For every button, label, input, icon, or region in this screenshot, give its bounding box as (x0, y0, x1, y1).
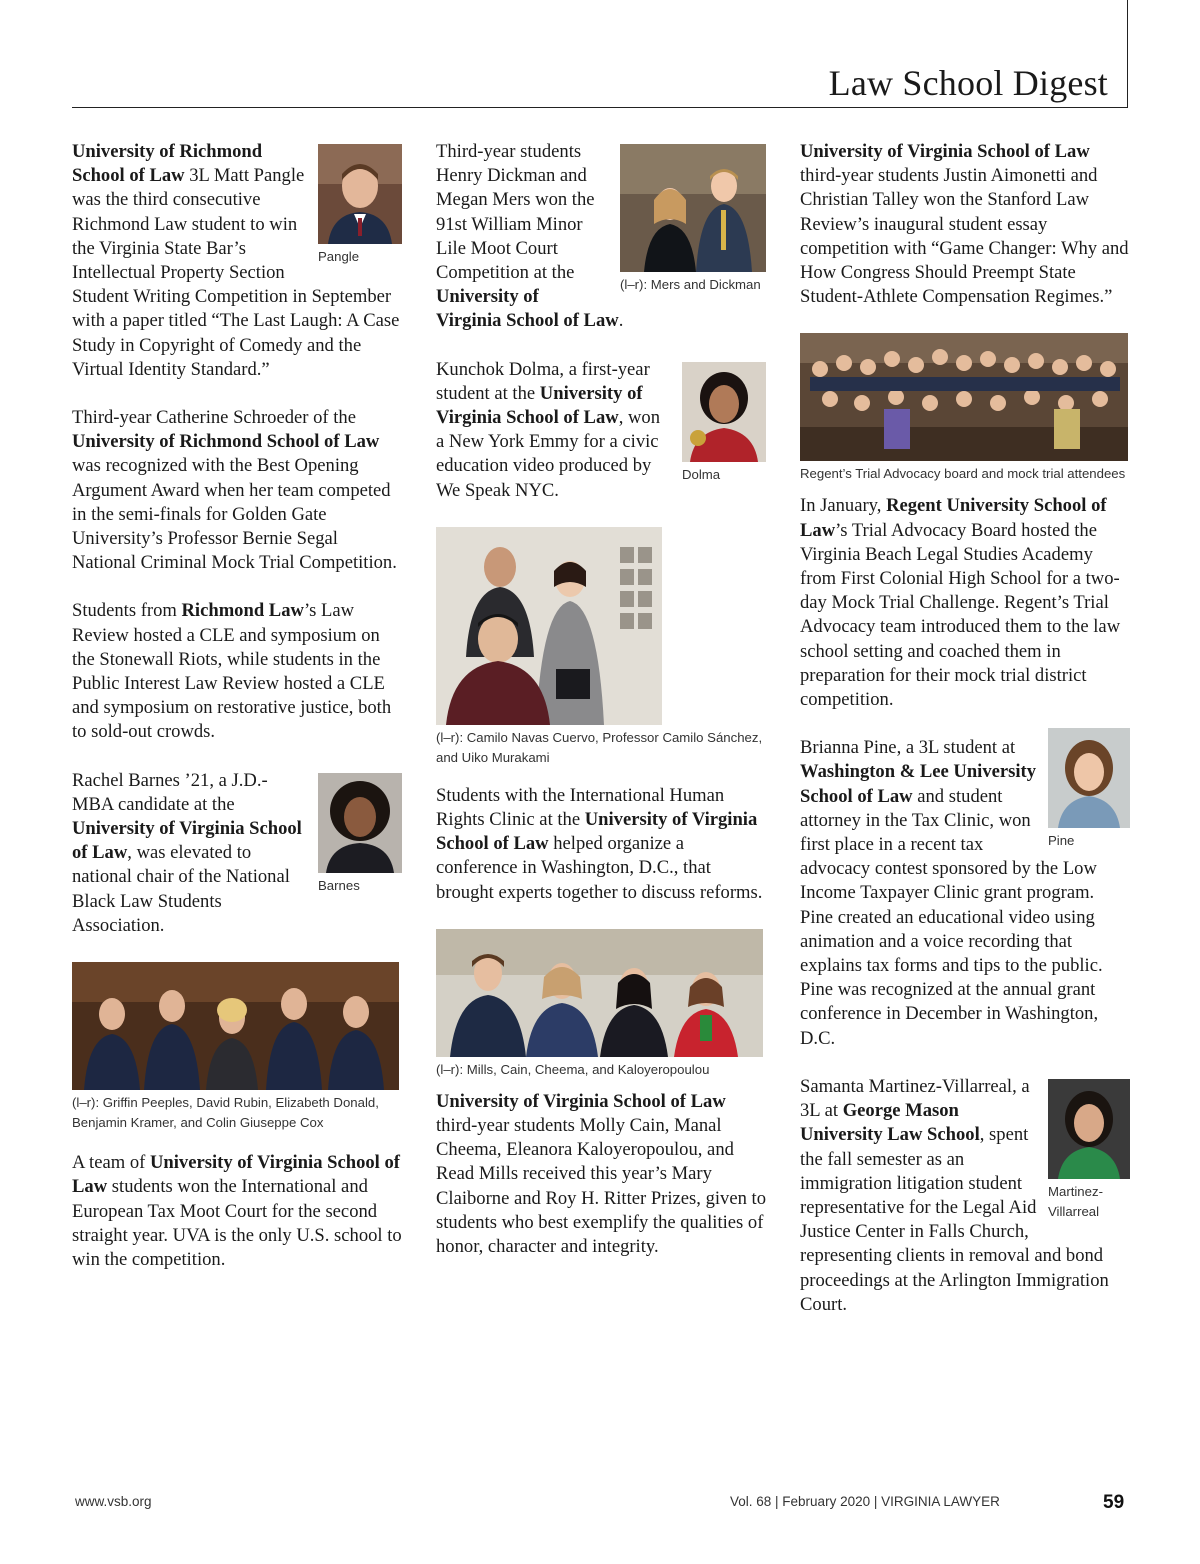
article-text: ’s Law Review hosted a CLE and symposium on the Stonewall Riots, while students in the Public Interest Law Review hosted a CLE and symposium on restorative justice, both to sold-out crowds. (72, 600, 392, 743)
article-text: , won a New York Emmy for a civic education video produced by We Speak NYC. (436, 407, 661, 501)
pangle-figure (318, 144, 402, 267)
school-name: Richmond Law (181, 600, 304, 622)
martinez-caption: Martinez-Villarreal (1048, 1183, 1103, 1219)
human-rights-photo (436, 527, 662, 725)
regent-caption: Regent’s Trial Advocacy board and mock trial attendees (800, 466, 1126, 482)
article-text: . (618, 310, 624, 332)
header-vertical-rule (1127, 0, 1128, 108)
footer-issue: Vol. 68 | February 2020 | VIRGINIA LAWYER (730, 1494, 1000, 1509)
article-text: , was elevated to national chair of the National Black Law Students Association. (72, 842, 290, 936)
school-name: Washington & Lee University School of Law (800, 761, 1037, 807)
article-text: In January, (800, 495, 887, 517)
article-text: 3L Matt Pangle was the third consecutive Richmond Law student to win the Virginia State Bar’s Intellectual Property Section Student Writing Competition in September with a paper titled “The Last Laugh: A Case Study in Copyright of Comedy and the Virtual Identity Standard.” (72, 165, 400, 380)
section-title: Law School Digest (828, 63, 1108, 103)
dolma-photo (682, 362, 766, 462)
article-text: ’s Trial Advocacy Board hosted the Virginia Beach Legal Studies Academy from First Colonial High School for a two-day Mock Trial Challenge. Regent’s Trial Advocacy team introduced them to the law school setting and coached them in preparation for their mock trial district competition. (800, 519, 1121, 711)
article-text: Kunchok Dolma, a first-year student at the (436, 358, 650, 404)
school-name: University of Virginia School of Law (436, 286, 619, 332)
barnes-figure (318, 773, 402, 896)
pine-caption: Pine (1048, 833, 1075, 849)
school-name: University of Virginia School of Law (436, 382, 643, 429)
barnes-caption: Barnes (318, 877, 360, 893)
mers-dickman-figure (620, 144, 766, 295)
article-text: Samanta Martinez-Villarreal, a 3L at (800, 1075, 1030, 1122)
article-text: Third-year Catherine Schroeder of the (72, 407, 356, 429)
pangle-photo (318, 144, 402, 244)
column-3 (800, 140, 1130, 1341)
school-name: University of Richmond School of Law (72, 431, 380, 453)
article-richmond-law-review (72, 599, 402, 744)
human-rights-figure (436, 527, 766, 768)
article-stanford-essay (800, 140, 1130, 309)
article-text: , spent the fall semester as an immigration litigation student representative for the Legal Aid Justice Center in Falls Church, representing clients in removal and bond proceedings at the Arlington Immigration Court. (800, 1124, 1109, 1315)
pine-photo (1048, 728, 1130, 828)
article-text: third-year students Justin Aimonetti and Christian Talley won the Stanford Law Review’s inaugural student essay competition with “Game Changer: Why and How Congress Should Preempt State Student-Athlete Compensation Regimes.” (800, 165, 1129, 308)
martinez-photo (1048, 1079, 1130, 1179)
article-tax-moot (72, 1151, 402, 1272)
column-2 (436, 140, 766, 1283)
school-name: Regent University School of Law (800, 495, 1107, 541)
article-schroeder (72, 406, 402, 575)
article-regent-mock-trial (800, 494, 1130, 712)
article-text: helped organize a conference in Washington, D.C., that brought experts together to discuss reforms. (436, 833, 763, 903)
tax-moot-team-photo (72, 962, 399, 1090)
footer-website: www.vsb.org (75, 1494, 152, 1509)
human-rights-caption: (l–r): Camilo Navas Cuervo, Professor Camilo Sánchez, and Uiko Murakami (436, 729, 763, 765)
article-text: Students with the International Human Rights Clinic at the (436, 784, 725, 831)
martinez-figure (1048, 1079, 1130, 1222)
mers-dickman-caption: (l–r): Mers and Dickman (620, 277, 761, 292)
school-name: University of Virginia School of Law (72, 818, 302, 864)
ritter-prize-photo (436, 929, 763, 1057)
tax-moot-figure (72, 962, 402, 1133)
school-name: University of Virginia School of Law (72, 1152, 400, 1198)
header-rule (72, 107, 1128, 108)
school-name: University of Richmond School of Law (72, 141, 263, 187)
article-text: students won the International and European Tax Moot Court for the second straight year. UVA is the only U.S. school to win the competition. (72, 1176, 402, 1270)
barnes-photo (318, 773, 402, 873)
dolma-figure (682, 362, 766, 485)
article-human-rights-clinic (436, 784, 766, 905)
regent-group-photo (800, 333, 1128, 461)
article-ritter-prizes (436, 1090, 766, 1259)
article-text: Rachel Barnes ’21, a J.D.-MBA candidate at the (72, 769, 268, 815)
school-name: George Mason University Law School (800, 1100, 980, 1146)
mers-dickman-photo (620, 144, 766, 272)
article-text: Students from (72, 600, 182, 622)
article-text: A team of (72, 1152, 150, 1174)
pangle-caption: Pangle (318, 249, 360, 264)
article-text: was recognized with the Best Opening Argument Award when her team competed in the semi-finals for Golden Gate University’s Professor Bernie Segal National Criminal Mock Trial Competition. (72, 455, 397, 574)
school-name: University of Virginia School of Law (436, 809, 758, 855)
article-text: and student attorney in the Tax Clinic, won first place in a recent tax advocacy contest sponsored by the Low Income Taxpayer Clinic grant program. Pine created an educational video using animation and a voice recording that explains tax forms and tips to the public. Pine was recognized at the annual grant conference in December in Washington, D.C. (800, 785, 1103, 1049)
dolma-caption: Dolma (682, 466, 721, 482)
tax-moot-caption: (l–r): Griffin Peeples, David Rubin, Elizabeth Donald, Benjamin Kramer, and Colin Giuseppe Cox (72, 1095, 379, 1131)
school-name: University of Virginia School of Law (800, 141, 1090, 162)
regent-figure (800, 333, 1130, 484)
article-text: third-year students Molly Cain, Manal Cheema, Eleanora Kaloyeropoulou, and Read Mills received this year’s Mary Claiborne and Roy H. Ritter Prizes, given to students who best exemplify the qualities of honor, character and integrity. (436, 1115, 766, 1258)
ritter-prize-caption: (l–r): Mills, Cain, Cheema, and Kaloyeropoulou (436, 1061, 710, 1077)
article-text: Brianna Pine, a 3L student at (800, 737, 1016, 759)
school-name: University of Virginia School of Law (436, 1090, 726, 1112)
article-text: Third-year students Henry Dickman and Megan Mers won the 91st William Minor Lile Moot Court Competition at the (436, 141, 595, 284)
pine-figure (1048, 728, 1130, 851)
ritter-prize-figure (436, 929, 766, 1080)
column-1 (72, 140, 402, 1296)
page-number: 59 (1103, 1492, 1125, 1513)
